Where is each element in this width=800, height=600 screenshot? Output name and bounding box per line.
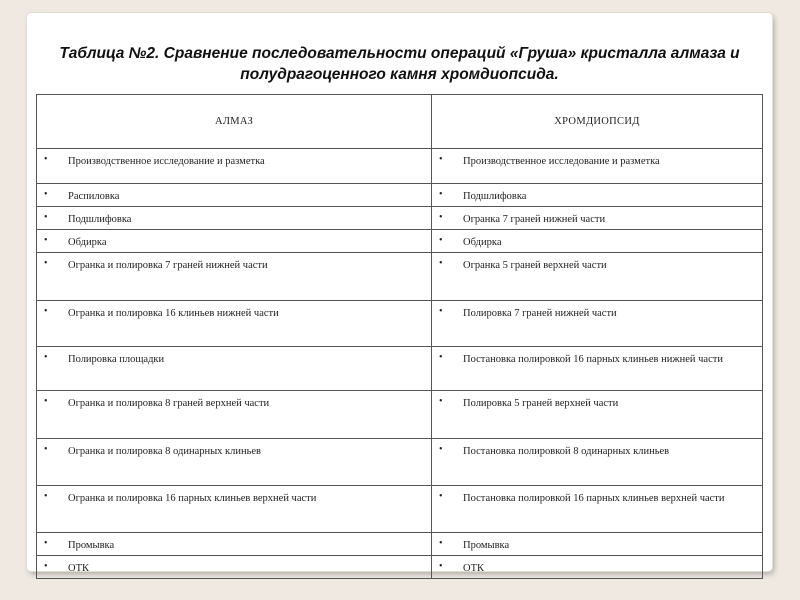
cell-text: Полировка 7 граней нижней части — [463, 308, 617, 319]
bullet-marker: • — [439, 189, 443, 200]
cell-khromdiopsid — [432, 533, 763, 556]
cell-khromdiopsid — [432, 184, 763, 207]
cell-text: Огранка и полировка 16 парных клиньев верхней части — [68, 493, 317, 504]
bullet-marker: • — [439, 538, 443, 549]
table-row — [37, 347, 763, 391]
cell-text: Подшлифовка — [68, 214, 132, 225]
cell-khromdiopsid — [432, 347, 763, 391]
bullet-marker: • — [439, 352, 443, 363]
cell-text: Подшлифовка — [463, 191, 527, 202]
table-row — [37, 486, 763, 533]
cell-text: ОТК — [68, 563, 89, 574]
bullet-marker: • — [439, 444, 443, 455]
cell-almaz — [37, 184, 432, 207]
table-row — [37, 184, 763, 207]
cell-khromdiopsid — [432, 207, 763, 230]
comparison-table — [36, 94, 763, 579]
cell-khromdiopsid — [432, 486, 763, 533]
cell-text: Обдирка — [68, 237, 107, 248]
bullet-marker: • — [44, 189, 48, 200]
bullet-marker: • — [44, 444, 48, 455]
cell-almaz — [37, 149, 432, 184]
cell-text: Огранка и полировка 8 одинарных клиньев — [68, 446, 262, 457]
cell-text: Постановка полировкой 8 одинарных клиньев — [463, 446, 670, 457]
bullet-marker: • — [44, 538, 48, 549]
cell-text: Огранка 5 граней верхней части — [463, 260, 607, 271]
cell-text: Производственное исследование и разметка — [68, 156, 265, 167]
header-almaz: АЛМАЗ — [37, 95, 432, 149]
table-row — [37, 439, 763, 486]
cell-almaz — [37, 533, 432, 556]
cell-almaz — [37, 556, 432, 579]
bullet-marker: • — [44, 235, 48, 246]
cell-text: Огранка и полировка 16 клиньев нижней части — [68, 308, 279, 319]
cell-almaz — [37, 486, 432, 533]
bullet-marker: • — [44, 258, 48, 269]
bullet-marker: • — [439, 154, 443, 165]
cell-almaz — [37, 301, 432, 347]
bullet-marker: • — [44, 306, 48, 317]
cell-almaz — [37, 230, 432, 253]
table-row — [37, 391, 763, 439]
cell-text: Промывка — [68, 540, 115, 551]
cell-text: Постановка полировкой 16 парных клиньев верхней части — [463, 493, 725, 504]
table-header-row — [37, 95, 763, 149]
cell-almaz — [37, 253, 432, 301]
title-line-1: Таблица №2. Сравнение последовательности операций «Груша» кристалла алмаза и — [59, 45, 740, 62]
table-row — [37, 533, 763, 556]
bullet-marker: • — [439, 561, 443, 572]
bullet-marker: • — [44, 352, 48, 363]
cell-text: Полировка площадки — [68, 354, 165, 365]
cell-text: Обдирка — [463, 237, 502, 248]
header-khromdiopsid: ХРОМДИОПСИД — [432, 95, 763, 149]
cell-text: Промывка — [463, 540, 510, 551]
table-row — [37, 253, 763, 301]
cell-text: ОТК — [463, 563, 484, 574]
cell-khromdiopsid — [432, 439, 763, 486]
title-line-2: полудрагоценного камня хромдиопсида. — [240, 66, 559, 83]
bullet-marker: • — [439, 491, 443, 502]
cell-khromdiopsid — [432, 149, 763, 184]
cell-khromdiopsid — [432, 556, 763, 579]
table-row — [37, 301, 763, 347]
bullet-marker: • — [44, 491, 48, 502]
bullet-marker: • — [44, 212, 48, 223]
cell-text: Постановка полировкой 16 парных клиньев нижней части — [463, 354, 723, 365]
bullet-marker: • — [44, 154, 48, 165]
bullet-marker: • — [439, 258, 443, 269]
cell-khromdiopsid — [432, 301, 763, 347]
table-row — [37, 556, 763, 579]
cell-almaz — [37, 347, 432, 391]
cell-text: Распиловка — [68, 191, 120, 202]
cell-khromdiopsid — [432, 391, 763, 439]
cell-text: Огранка и полировка 8 граней верхней части — [68, 398, 270, 409]
page-title — [27, 43, 772, 85]
cell-almaz — [37, 391, 432, 439]
bullet-marker: • — [44, 396, 48, 407]
cell-text: Огранка 7 граней нижней части — [463, 214, 606, 225]
table-row — [37, 149, 763, 184]
bullet-marker: • — [439, 235, 443, 246]
bullet-marker: • — [44, 561, 48, 572]
bullet-marker: • — [439, 212, 443, 223]
cell-almaz — [37, 207, 432, 230]
cell-khromdiopsid — [432, 230, 763, 253]
cell-text: Полировка 5 граней верхней части — [463, 398, 619, 409]
table-row — [37, 230, 763, 253]
table-row — [37, 207, 763, 230]
bullet-marker: • — [439, 306, 443, 317]
cell-text: Производственное исследование и разметка — [463, 156, 660, 167]
bullet-marker: • — [439, 396, 443, 407]
cell-almaz — [37, 439, 432, 486]
cell-text: Огранка и полировка 7 граней нижней части — [68, 260, 268, 271]
cell-khromdiopsid — [432, 253, 763, 301]
